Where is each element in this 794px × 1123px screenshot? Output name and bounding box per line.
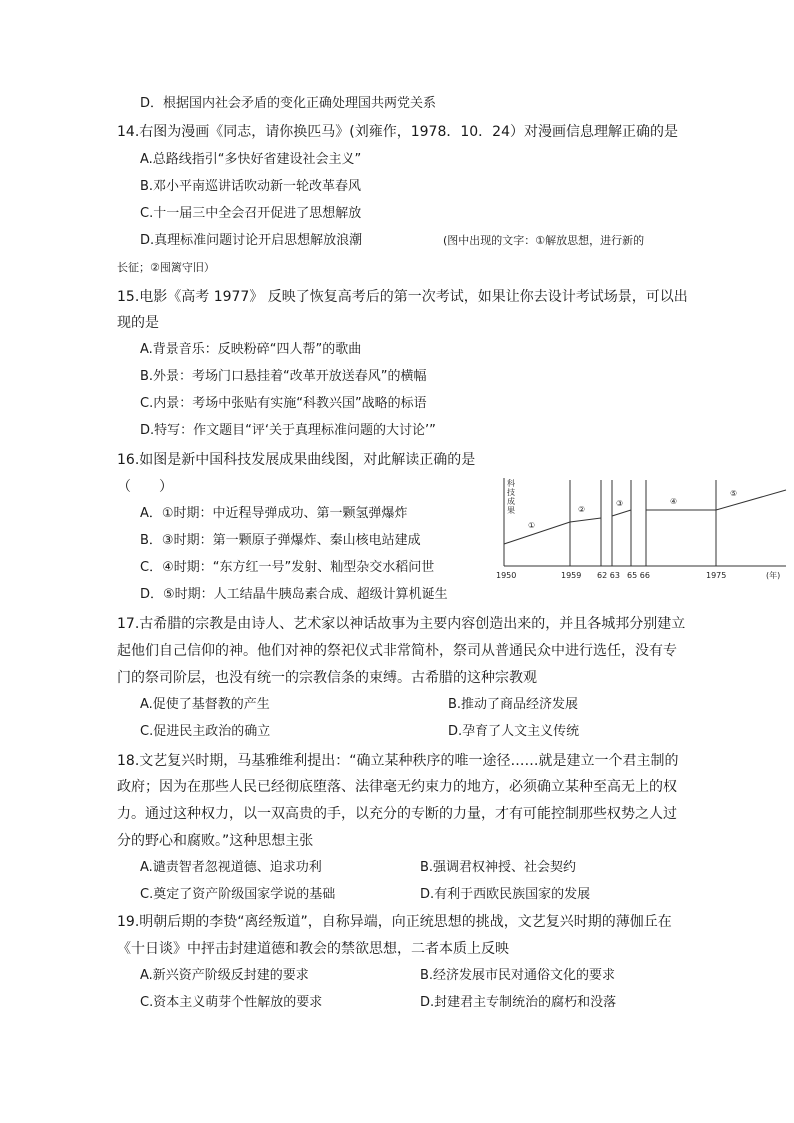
ylabel-char: 技 <box>507 488 515 497</box>
period-label-5: ⑤ <box>730 489 738 498</box>
q18-stem-line4: 分的野心和腐败。”这种思想主张 <box>117 833 314 849</box>
x-tick-1950: 1950 <box>496 571 517 580</box>
q17-option-c: C.促进民主政治的确立 <box>140 724 271 739</box>
q16-option-d: D．⑤时期：人工结晶牛胰岛素合成、超级计算机诞生 <box>140 587 448 602</box>
curve-period-3 <box>612 510 631 516</box>
ylabel-char: 科 <box>507 479 515 488</box>
ylabel-char: 果 <box>507 506 515 515</box>
chart-svg <box>494 476 790 586</box>
x-tick-1975: 1975 <box>706 571 727 580</box>
q18-option-d: D.有利于西欧民族国家的发展 <box>420 887 591 902</box>
q15-option-a: A.背景音乐：反映粉碎“四人帮”的歌曲 <box>140 342 362 357</box>
chart-ylabel <box>507 478 515 515</box>
curve-period-5 <box>716 490 786 510</box>
q17-stem-line1: 17.古希腊的宗教是由诗人、艺术家以神话故事为主要内容创造出来的，并且各城邦分别建立 <box>117 616 686 632</box>
q19-option-d: D.封建君主专制统治的腐朽和没落 <box>420 995 617 1010</box>
q14-option-a: A.总路线指引“多快好省建设社会主义” <box>140 152 362 167</box>
period-label-2: ② <box>578 505 586 514</box>
q16-answer-blank: （ ） <box>117 479 173 495</box>
q14-option-d: D.真理标准问题讨论开启思想解放浪潮 <box>140 233 363 248</box>
q15-stem-line1: 15.电影《高考 1977》 反映了恢复高考后的第一次考试，如果让你去设计考试场景，可以出 <box>117 289 688 305</box>
q18-option-b: B.强调君权神授、社会契约 <box>420 860 577 875</box>
tech-achievement-chart <box>494 476 790 586</box>
period-label-4: ④ <box>670 497 678 506</box>
q19-option-c: C.资本主义萌芽个性解放的要求 <box>140 995 323 1010</box>
q18-stem-line1: 18.文艺复兴时期，马基雅维利提出：“确立某种秩序的唯一途径……就是建立一个君主制的 <box>117 753 679 769</box>
q18-option-c: C.奠定了资产阶级国家学说的基础 <box>140 887 336 902</box>
q16-option-a: A．①时期：中近程导弹成功、第一颗氢弹爆炸 <box>140 506 408 521</box>
period-label-3: ③ <box>616 499 624 508</box>
q14-option-c: C.十一届三中全会召开促进了思想解放 <box>140 206 362 221</box>
x-tick-65-66: 65 66 <box>627 571 650 580</box>
q18-stem-line2: 政府；因为在那些人民已经彻底堕落、法律毫无约束力的地方，必须确立某种至高无上的权 <box>117 779 677 795</box>
q14-note-line1: (图中出现的文字：①解放思想，进行新的 <box>443 234 645 247</box>
q18-stem-line3: 力。通过这种权力，以一双高贵的手，以充分的专断的力量，才有可能控制那些权势之人过 <box>117 806 677 822</box>
q19-option-a: A.新兴资产阶级反封建的要求 <box>140 968 309 983</box>
q18-option-a: A.谴责智者忽视道德、追求功利 <box>140 860 322 875</box>
q14-option-b: B.邓小平南巡讲话吹动新一轮改革春风 <box>140 179 362 194</box>
q16-option-c: C．④时期：“东方红一号”发射、籼型杂交水稻问世 <box>140 560 435 575</box>
q19-option-b: B.经济发展市民对通俗文化的要求 <box>420 968 616 983</box>
x-axis-unit: (年) <box>766 571 781 580</box>
q15-option-c: C.内景：考场中张贴有实施“科教兴国”战略的标语 <box>140 396 427 411</box>
q17-stem-line2: 起他们自己信仰的神。他们对神的祭祀仪式非常简朴，祭司从普通民众中进行选任，没有专 <box>117 643 677 659</box>
curve-period-1 <box>504 522 570 544</box>
q13-option-d: D．根据国内社会矛盾的变化正确处理国共两党关系 <box>140 96 437 111</box>
period-label-1: ① <box>528 521 536 530</box>
q19-stem-line1: 19.明朝后期的李贽“离经叛道”，自称异端，向正统思想的挑战，文艺复兴时期的薄伽丘在 <box>117 914 672 930</box>
q16-stem: 16.如图是新中国科技发展成果曲线图，对此解读正确的是 <box>117 452 476 468</box>
q15-stem-line2: 现的是 <box>117 315 159 331</box>
q19-stem-line2: 《十日谈》中抨击封建道德和教会的禁欲思想，二者本质上反映 <box>117 941 509 957</box>
q15-option-d: D.特写：作文题目“评‘关于真理标准问题的大讨论’” <box>140 423 436 438</box>
q16-option-b: B．③时期：第一颗原子弹爆炸、秦山核电站建成 <box>140 533 421 548</box>
x-tick-1959: 1959 <box>561 571 582 580</box>
curve-period-2 <box>570 518 601 522</box>
q17-option-b: B.推动了商品经济发展 <box>448 697 579 712</box>
q15-option-b: B.外景：考场门口悬挂着“改革开放送春风”的横幅 <box>140 369 427 384</box>
x-tick-62-63: 62 63 <box>597 571 620 580</box>
ylabel-char: 成 <box>507 497 515 506</box>
q14-note-line2: 长征；②囤篱守旧） <box>117 261 215 274</box>
q14-stem: 14.右图为漫画《同志，请你换匹马》(刘雍作，1978．10．24）对漫画信息理解正确的是 <box>117 124 678 140</box>
q17-option-a: A.促使了基督教的产生 <box>140 697 270 712</box>
q17-option-d: D.孕育了人文主义传统 <box>448 724 580 739</box>
q17-stem-line3: 门的祭司阶层，也没有统一的宗教信条的束缚。古希腊的这种宗教观 <box>117 670 537 686</box>
